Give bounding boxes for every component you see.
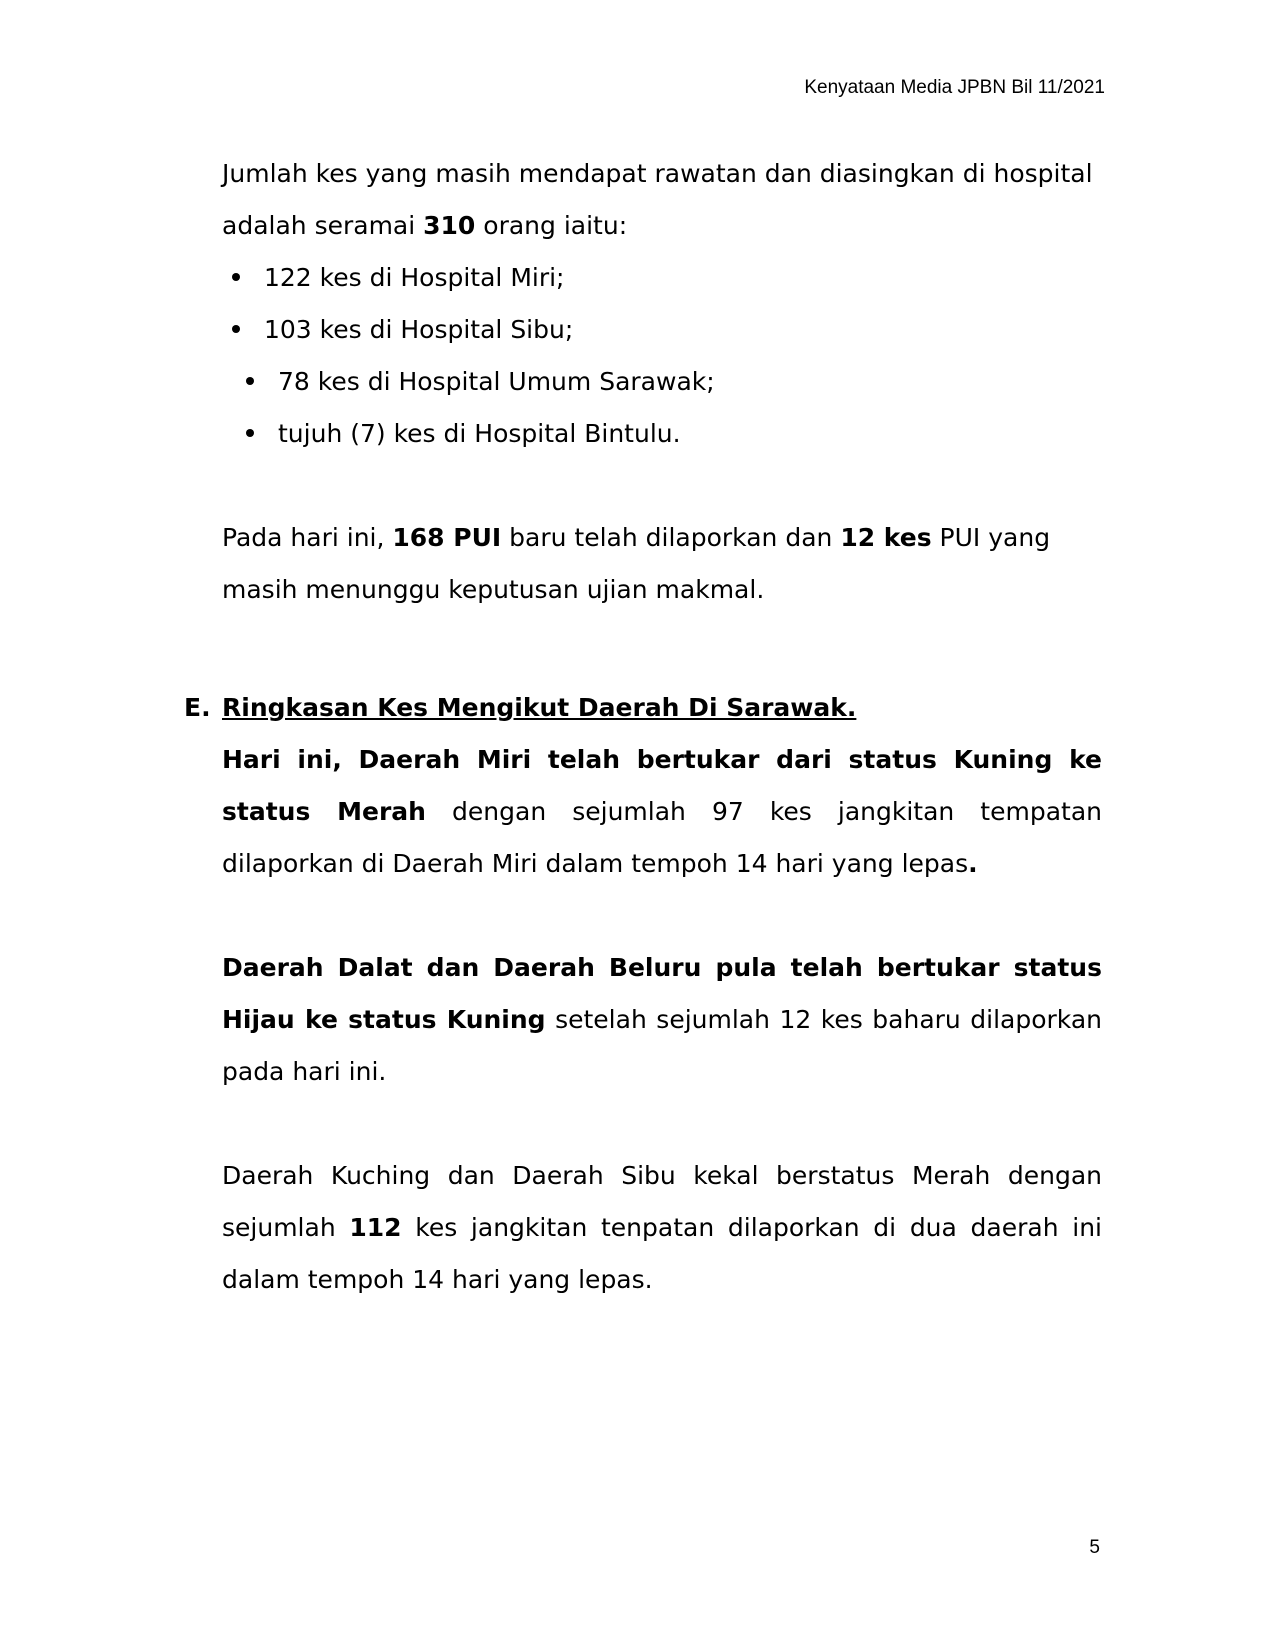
bold-text: Hari ini, Daerah Miri telah bertukar dari status Kuning ke status Merah <box>222 745 1102 826</box>
page-number: 5 <box>1089 1537 1100 1558</box>
text-segment: baru telah dilaporkan dan <box>501 523 841 552</box>
paragraph-dalat-beluru-status <box>222 942 1102 1098</box>
bullet-icon <box>246 377 254 385</box>
list-item <box>236 356 1102 408</box>
paragraph-hospital-total <box>222 148 1102 252</box>
text-segment: PUI yang masih menunggu keputusan ujian makmal. <box>222 523 1051 604</box>
bold-text: 12 kes <box>840 523 932 552</box>
section-title: Ringkasan Kes Mengikut Daerah Di Sarawak. <box>222 693 857 722</box>
hospital-list <box>222 252 1102 460</box>
document-body <box>184 148 1103 1306</box>
text-segment: dengan sejumlah 97 kes jangkitan tempatan dilaporkan di Daerah Miri dalam tempoh 14 hari yang lepas <box>222 797 1102 878</box>
text-segment: orang iaitu: <box>475 211 628 240</box>
list-item-text: 103 kes di Hospital Sibu; <box>264 315 574 344</box>
bold-number: 112 <box>349 1213 402 1242</box>
bullet-icon <box>246 429 254 437</box>
bullet-icon <box>232 325 240 333</box>
section-letter: E. <box>184 693 211 722</box>
page-header: Kenyataan Media JPBN Bil 11/2021 <box>804 77 1105 98</box>
text-segment: Daerah Kuching dan Daerah Sibu kekal berstatus Merah dengan sejumlah <box>222 1161 1102 1242</box>
list-item-text: 78 kes di Hospital Umum Sarawak; <box>278 367 715 396</box>
text-segment: Pada hari ini, <box>222 523 393 552</box>
paragraph-kuching-sibu-status <box>222 1150 1102 1306</box>
bold-number: 310 <box>423 211 476 240</box>
bold-text: . <box>968 849 978 878</box>
paragraph-pui <box>222 512 1102 616</box>
list-item <box>222 304 1102 356</box>
list-item <box>236 408 1102 460</box>
list-item-text: tujuh (7) kes di Hospital Bintulu. <box>278 419 681 448</box>
list-item <box>222 252 1102 304</box>
section-heading <box>184 682 1102 734</box>
bold-text: 168 PUI <box>392 523 502 552</box>
paragraph-miri-status <box>222 734 1102 890</box>
list-item-text: 122 kes di Hospital Miri; <box>264 263 565 292</box>
text-segment: setelah sejumlah 12 kes baharu dilaporkan pada hari ini. <box>222 1005 1103 1086</box>
bullet-icon <box>232 273 240 281</box>
bold-text: Daerah Dalat dan Daerah Beluru pula telah bertukar status Hijau ke status Kuning <box>222 953 1102 1034</box>
text-segment: kes jangkitan tenpatan dilaporkan di dua daerah ini dalam tempoh 14 hari yang lepas. <box>222 1213 1102 1294</box>
text-segment: Jumlah kes yang masih mendapat rawatan dan diasingkan di hospital adalah seramai <box>222 159 1093 240</box>
